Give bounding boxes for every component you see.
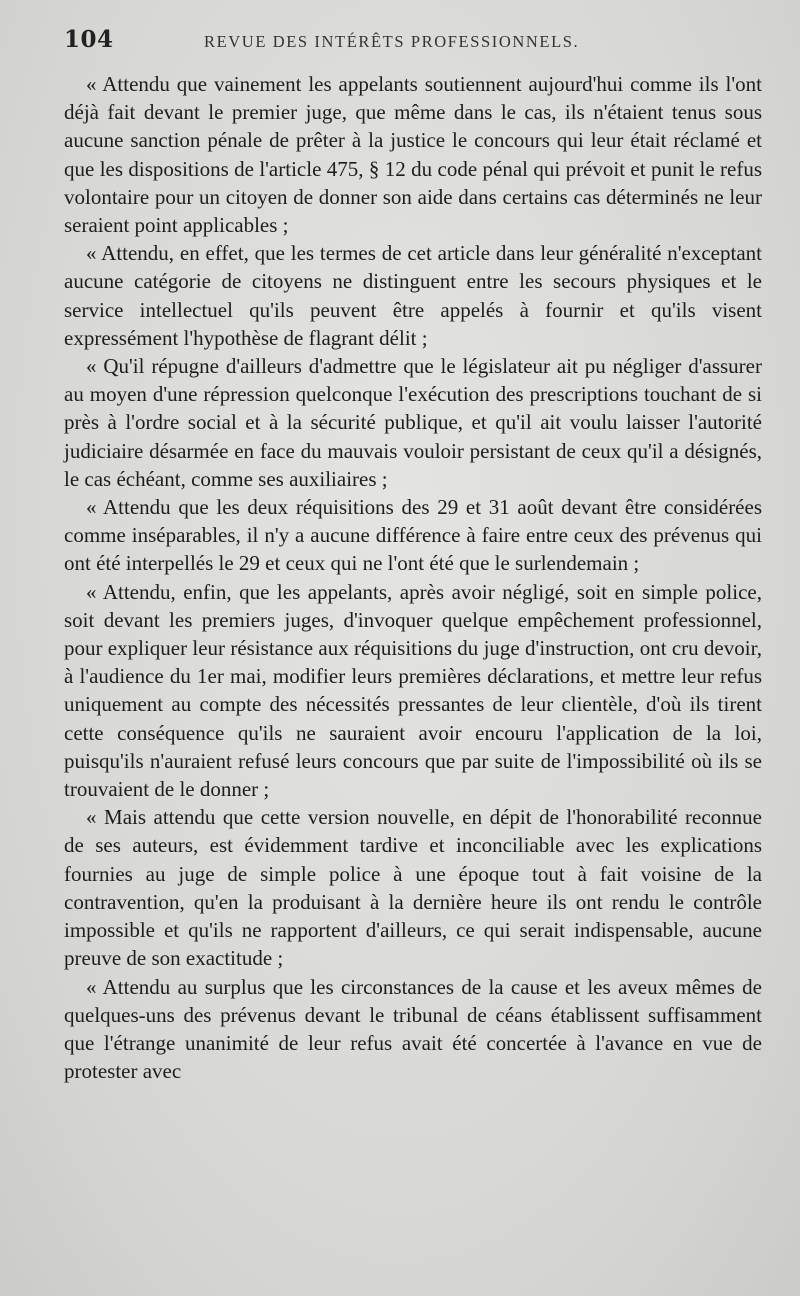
paragraph-7: « Attendu au surplus que les circonstances de la cause et les aveux mêmes de quelques-uns des prévenus devant le tribunal de céans établissent suffisamment que l'étrange unanimité de leur refus avait été concertée à l'avance en vue de protester avec <box>64 974 762 1084</box>
paragraph-1: « Attendu que vainement les appelants soutiennent aujourd'hui comme ils l'ont déjà fait devant le premier juge, que même dans le cas, ils n'étaient tenus sous aucune sanction pénale de prêter à la justice le concours qui leur était réclamé et que les dispositions de l'article 475, § 12 du code pénal qui prévoit et punit le refus volontaire pour un citoyen de donner son aide dans certains cas déterminés ne leur seraient point applicables ; <box>64 72 762 238</box>
running-title: REVUE DES INTÉRÊTS PROFESSIONNELS. <box>204 32 580 51</box>
paragraph-4: « Attendu que les deux réquisitions des 29 et 31 août devant être considérées comme inséparables, il n'y a aucune différence à faire entre ceux des prévenus qui ont été interpellés le 29 et ceux qui ne l'ont été que le surlendemain ; <box>64 495 762 576</box>
paragraph-5: « Attendu, enfin, que les appelants, après avoir négligé, soit en simple police, soit devant les premiers juges, d'invoquer quelque empêchement professionnel, pour expliquer leur résistance aux réquisitions du juge d'instruction, ont cru devoir, à l'audience du 1er mai, modifier leurs premières déclarations, et mettre leur refus uniquement au compte des nécessités pressantes de leur clientèle, d'où ils tirent cette conséquence qu'ils ne sauraient avoir encouru l'application de la loi, puisqu'ils n'auraient refusé leurs concours que par suite de l'impossibilité où ils se trouvaient de le donner ; <box>64 579 762 802</box>
paragraph-3: « Qu'il répugne d'ailleurs d'admettre que le législateur ait pu négliger d'assurer au moyen d'une répression quelconque l'exécution des prescriptions touchant de si près à l'ordre social et à la sécurité publique, et qu'il ait voulu laisser l'autorité judiciaire désarmée en face du mauvais vouloir persistant de ceux qu'il a désignés, le cas échéant, comme ses auxiliaires ; <box>64 354 762 491</box>
body-text <box>64 70 762 1085</box>
running-head <box>64 26 762 70</box>
page-number: 104 <box>64 26 114 53</box>
paragraph-2: « Attendu, en effet, que les termes de cet article dans leur généralité n'exceptant aucune catégorie de citoyens ne distinguent entre les secours physiques et le service intellectuel qu'ils peuvent être appelés à fournir et qu'ils visent expressément l'hypothèse de flagrant délit ; <box>64 241 762 350</box>
paragraph-6: « Mais attendu que cette version nouvelle, en dépit de l'honorabilité reconnue de ses auteurs, est évidemment tardive et inconciliable avec les explications fournies au juge de simple police à une époque tout à fait voisine de la contravention, qu'en la produisant à la dernière heure ils ont rendu le contrôle impossible et qu'ils ne rapportent d'ailleurs, ce qui serait indispensable, aucune preuve de son exactitude ; <box>64 805 762 971</box>
